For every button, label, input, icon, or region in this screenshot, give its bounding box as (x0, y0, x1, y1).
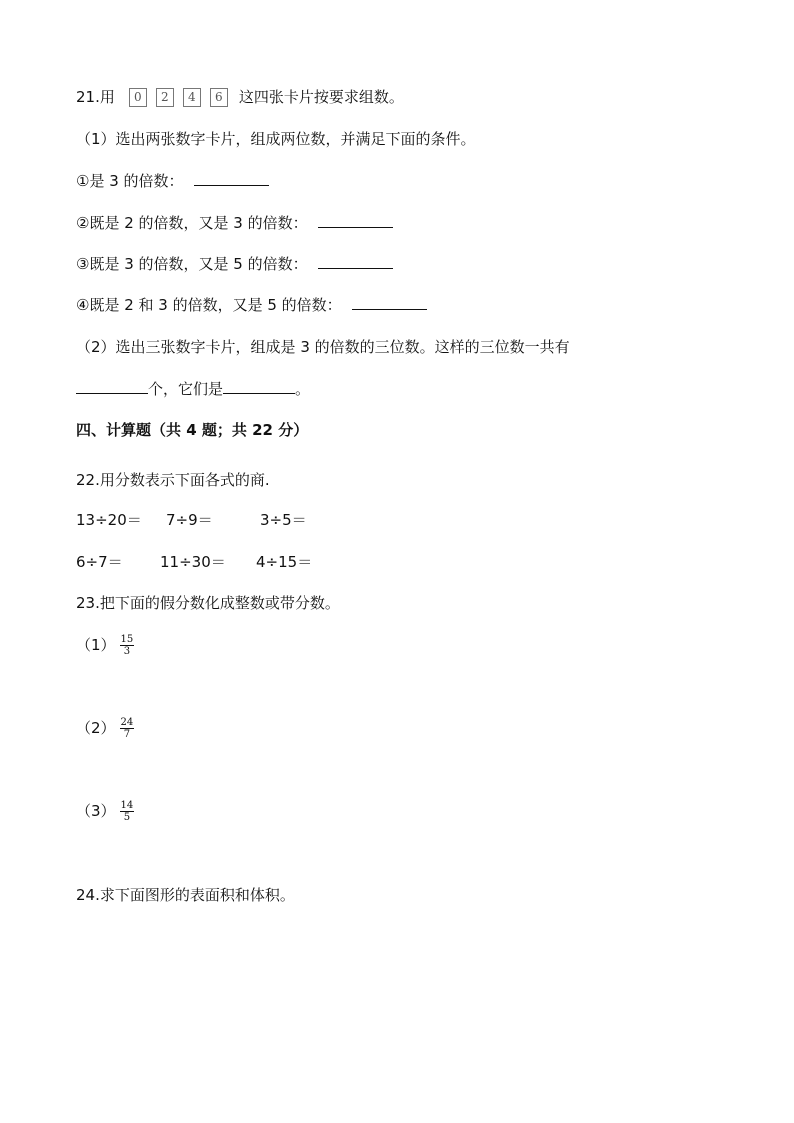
q21-suffix: 这四张卡片按要求组数。 (238, 88, 404, 106)
q23-item: （1） $\frac{15}{3}$ (76, 634, 134, 657)
digit-card: 6 (210, 88, 228, 107)
digit-card: 2 (156, 88, 174, 107)
q23-title: 23.把下面的假分数化成整数或带分数。 (76, 594, 340, 612)
q22-title: 22.用分数表示下面各式的商. (76, 471, 270, 489)
division-expression: 4÷15＝ (256, 553, 313, 571)
answer-blank[interactable] (318, 213, 393, 228)
division-expression: 13÷20＝ (76, 511, 142, 529)
q21-condition: ①是 3 的倍数： (76, 170, 269, 192)
q23-item: （2） $\frac{24}{7}$ (76, 717, 134, 740)
division-expression: 3÷5＝ (260, 511, 307, 529)
division-expression: 7÷9＝ (166, 511, 213, 529)
q24-title: 24.求下面图形的表面积和体积。 (76, 886, 295, 904)
q21-condition: ③既是 3 的倍数，又是 5 的倍数： (76, 253, 393, 275)
q21-part2-answer: 个，它们是 。 (76, 378, 310, 400)
digit-card: 0 (129, 88, 147, 107)
section-title: 四、计算题（共 4 题；共 22 分） (76, 421, 309, 439)
q21-condition: ④既是 2 和 3 的倍数，又是 5 的倍数： (76, 294, 427, 316)
answer-blank[interactable] (318, 254, 393, 269)
division-expression: 6÷7＝ (76, 553, 123, 571)
answer-blank[interactable] (352, 295, 427, 310)
q21-part2: （2）选出三张数字卡片，组成是 3 的倍数的三位数。这样的三位数一共有 (76, 338, 570, 356)
answer-blank[interactable] (76, 379, 148, 394)
improper-fraction: $\frac{14}{5}$ (120, 800, 134, 823)
improper-fraction: $\frac{15}{3}$ (120, 634, 134, 657)
answer-blank[interactable] (223, 379, 295, 394)
q21-title (76, 86, 404, 108)
q21-prefix: 21.用 (76, 88, 115, 106)
q21-part1: （1）选出两张数字卡片，组成两位数，并满足下面的条件。 (76, 130, 476, 148)
improper-fraction: $\frac{24}{7}$ (120, 717, 134, 740)
answer-blank[interactable] (194, 171, 269, 186)
digit-cards (129, 86, 237, 108)
division-expression: 11÷30＝ (160, 553, 226, 571)
digit-card: 4 (183, 88, 201, 107)
q21-condition: ②既是 2 的倍数，又是 3 的倍数： (76, 212, 393, 234)
q23-item: （3） $\frac{14}{5}$ (76, 800, 134, 823)
